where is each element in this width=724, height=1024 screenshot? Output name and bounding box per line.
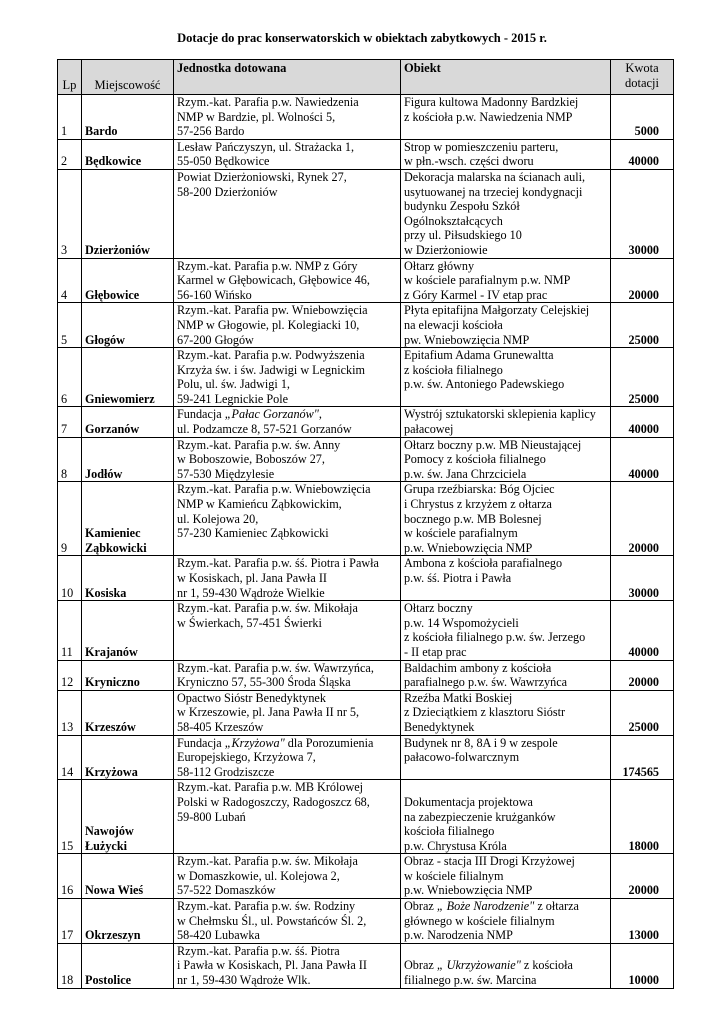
miejscowosc-line: Krzeszów [85, 719, 136, 734]
obiekt-line: Ołtarz boczny p.w. MB Nieustającej [404, 437, 582, 452]
miejscowosc-line: Nowa Wieś [85, 883, 144, 898]
jednostka-line: 56-160 Wińsko [177, 287, 252, 302]
obiekt-line: pałacowej [404, 422, 454, 437]
jednostka-line: w Domaszkowie, ul. Kolejowa 2, [177, 868, 340, 883]
jednostka-line: 58-420 Lubawka [177, 928, 260, 943]
cell-miejscowosc [82, 348, 174, 407]
obiekt-line: z kościoła filialnego p.w. św. Jerzego [404, 630, 586, 645]
jednostka-line: Polu, ul. św. Jadwigi 1, [177, 377, 290, 392]
obiekt-line: parafialnego p.w. św. Wawrzyńca [404, 675, 568, 690]
table-row [58, 780, 674, 854]
jednostka-line: Powiat Dzierżoniowski, Rynek 27, [177, 169, 347, 184]
cell-jednostka [174, 169, 401, 258]
miejscowosc-line: Gniewomierz [85, 391, 155, 406]
cell-kwota: 40000 [611, 437, 674, 482]
jednostka-line: Rzym.-kat. Parafia p.w. MB Królowej [177, 780, 364, 795]
header-miejscowosc: Miejscowość [82, 60, 174, 95]
obiekt-line-post: z ołtarza [534, 899, 579, 914]
cell-obiekt [401, 601, 611, 660]
cell-lp: 1 [58, 95, 82, 140]
jednostka-line [177, 736, 397, 751]
jednostka-line: w Świerkach, 57-451 Świerki [177, 615, 322, 630]
cell-jednostka [174, 348, 401, 407]
cell-obiekt [401, 407, 611, 437]
obiekt-line [404, 958, 607, 973]
jednostka-line: Rzym.-kat. Parafia p.w. św. Mikołaja [177, 601, 358, 616]
cell-miejscowosc [82, 690, 174, 735]
obiekt-line: głównego w kościele filialnym [404, 913, 555, 928]
obiekt-line [404, 899, 607, 914]
cell-jednostka [174, 407, 401, 437]
header-lp: Lp [58, 60, 82, 95]
table-row [58, 348, 674, 407]
obiekt-line: p.w. Wniebowzięcia NMP [404, 540, 533, 555]
table-row [58, 169, 674, 258]
obiekt-line: Płyta epitafijna Małgorzaty Celejskiej [404, 303, 590, 318]
obiekt-line: z kościoła filialnego [404, 362, 503, 377]
table-row [58, 943, 674, 988]
cell-kwota: 40000 [611, 407, 674, 437]
cell-jednostka [174, 735, 401, 780]
cell-lp: 15 [58, 780, 82, 854]
table-row [58, 258, 674, 303]
cell-obiekt [401, 303, 611, 348]
miejscowosc-line: Głogów [85, 332, 125, 347]
jednostka-line: 57-230 Kamieniec Ząbkowicki [177, 526, 329, 541]
jednostka-line: 57-530 Międzylesie [177, 466, 275, 481]
cell-miejscowosc [82, 258, 174, 303]
cell-kwota: 40000 [611, 601, 674, 660]
cell-kwota: 5000 [611, 95, 674, 140]
obiekt-line: budynku Zespołu Szkół [404, 199, 520, 214]
obiekt-line: w kościele parafialnym p.w. NMP [404, 273, 571, 288]
obiekt-line: Ołtarz główny [404, 258, 475, 273]
jednostka-line: i Pawła w Kosiskach, Pl. Jana Pawła II [177, 958, 367, 973]
cell-obiekt [401, 660, 611, 690]
cell-miejscowosc [82, 943, 174, 988]
miejscowosc-line: Kosiska [85, 585, 127, 600]
jednostka-line-pre: Fundacja [177, 735, 225, 750]
cell-jednostka [174, 854, 401, 899]
obiekt-line: Benedyktynek [404, 719, 475, 734]
obiekt-line: bocznego p.w. MB Bolesnej [404, 511, 542, 526]
cell-lp: 9 [58, 482, 82, 556]
obiekt-line: Baldachim ambony z kościoła [404, 660, 552, 675]
jednostka-line: 59-800 Lubań [177, 809, 246, 824]
obiekt-line: p.w. 14 Wspomożycieli [404, 615, 519, 630]
cell-kwota: 30000 [611, 169, 674, 258]
cell-lp: 8 [58, 437, 82, 482]
cell-obiekt [401, 139, 611, 169]
cell-miejscowosc [82, 780, 174, 854]
jednostka-line: ul. Podzamcze 8, 57-521 Gorzanów [177, 422, 352, 437]
table-body [58, 95, 674, 989]
obiekt-line: Grupa rzeźbiarska: Bóg Ojciec [404, 482, 555, 497]
jednostka-line: Opactwo Sióstr Benedyktynek [177, 690, 326, 705]
cell-kwota: 20000 [611, 660, 674, 690]
cell-jednostka [174, 139, 401, 169]
cell-obiekt [401, 690, 611, 735]
jednostka-line: 58-405 Krzeszów [177, 719, 264, 734]
cell-kwota: 10000 [611, 943, 674, 988]
table-row [58, 899, 674, 944]
miejscowosc-line: Okrzeszyn [85, 928, 141, 943]
table-row [58, 139, 674, 169]
cell-kwota: 174565 [611, 735, 674, 780]
jednostka-line: Krzyża św. i św. Jadwigi w Legnickim [177, 362, 365, 377]
header-kwota-line2: dotacji [624, 75, 659, 90]
miejscowosc-line: Krzyżowa [85, 764, 138, 779]
cell-jednostka [174, 943, 401, 988]
obiekt-line: pw. Wniebowzięcia NMP [404, 332, 530, 347]
cell-jednostka [174, 660, 401, 690]
obiekt-line: pałacowo-folwarcznym [404, 750, 520, 765]
cell-kwota: 20000 [611, 258, 674, 303]
obiekt-line: Pomocy z kościoła filialnego [404, 452, 546, 467]
cell-jednostka [174, 899, 401, 944]
obiekt-line: - II etap prac [404, 644, 467, 659]
obiekt-line: Ogólnokształcących [404, 213, 503, 228]
obiekt-line: Ołtarz boczny [404, 601, 473, 616]
obiekt-line: p.w. Narodzenia NMP [404, 928, 513, 943]
obiekt-line: p.w. Wniebowzięcia NMP [404, 883, 533, 898]
cell-miejscowosc [82, 899, 174, 944]
jednostka-line: 59-241 Legnickie Pole [177, 391, 289, 406]
cell-kwota: 40000 [611, 139, 674, 169]
cell-jednostka [174, 482, 401, 556]
obiekt-line: Wystrój sztukatorski sklepienia kaplicy [404, 407, 596, 422]
obiekt-line: usytuowanej na trzeciej kondygnacji [404, 184, 583, 199]
cell-jednostka [174, 780, 401, 854]
jednostka-line: Polski w Radogoszczy, Radogoszcz 68, [177, 794, 370, 809]
obiekt-line: z Góry Karmel - IV etap prac [404, 287, 548, 302]
jednostka-line: Rzym.-kat. Parafia p.w. śś. Piotra [177, 943, 340, 958]
cell-lp: 4 [58, 258, 82, 303]
jednostka-line: w Chełmsku Śl., ul. Powstańców Śl. 2, [177, 913, 367, 928]
cell-lp: 16 [58, 854, 82, 899]
table-row [58, 601, 674, 660]
jednostka-line: Kryniczno 57, 55-300 Środa Śląska [177, 675, 351, 690]
miejscowosc-line: Będkowice [85, 154, 142, 169]
cell-kwota: 25000 [611, 303, 674, 348]
obiekt-line: i Chrystus z krzyżem z ołtarza [404, 497, 552, 512]
table-row [58, 556, 674, 601]
jednostka-line: ul. Kolejowa 20, [177, 511, 259, 526]
table-header-row [58, 60, 674, 95]
miejscowosc-line: Ząbkowicki [85, 540, 147, 555]
cell-obiekt [401, 735, 611, 780]
cell-miejscowosc [82, 437, 174, 482]
table-row [58, 95, 674, 140]
obiekt-line: Figura kultowa Madonny Bardzkiej [404, 95, 579, 109]
obiekt-line: w Dzierżoniowie [404, 242, 488, 257]
jednostka-line: Rzym.-kat. Parafia pw. Wniebowzięcia [177, 303, 368, 318]
cell-obiekt [401, 854, 611, 899]
obiekt-line: w płn.-wsch. części dworu [404, 154, 534, 169]
jednostka-line: Rzym.-kat. Parafia p.w. św. Wawrzyńca, [177, 660, 374, 675]
cell-miejscowosc [82, 303, 174, 348]
jednostka-line: 57-256 Bardo [177, 124, 245, 139]
jednostka-line: Rzym.-kat. Parafia p.w. św. Rodziny [177, 899, 356, 914]
cell-lp: 17 [58, 899, 82, 944]
cell-jednostka [174, 601, 401, 660]
obiekt-line: Obraz - stacja III Drogi Krzyżowej [404, 854, 575, 869]
table-row [58, 482, 674, 556]
miejscowosc-line: Dzierżoniów [85, 242, 150, 257]
obiekt-line: w kościele parafialnym [404, 526, 518, 541]
cell-lp: 18 [58, 943, 82, 988]
jednostka-line: 57-522 Domaszków [177, 883, 276, 898]
obiekt-line-pre: Obraz [404, 958, 437, 973]
cell-jednostka [174, 95, 401, 140]
cell-obiekt [401, 943, 611, 988]
obiekt-line: na zabezpieczenie krużganków [404, 809, 556, 824]
obiekt-line [404, 780, 607, 795]
cell-lp: 6 [58, 348, 82, 407]
miejscowosc-line: Kamieniec [85, 526, 141, 541]
obiekt-line: Dekoracja malarska na ścianach auli, [404, 169, 586, 184]
cell-kwota: 13000 [611, 899, 674, 944]
jednostka-line: w Boboszowie, Boboszów 27, [177, 452, 325, 467]
cell-jednostka [174, 258, 401, 303]
table-row [58, 437, 674, 482]
cell-lp: 14 [58, 735, 82, 780]
cell-miejscowosc [82, 95, 174, 140]
table-row [58, 690, 674, 735]
cell-obiekt [401, 258, 611, 303]
jednostka-line: Lesław Pańczyszyn, ul. Strażacka 1, [177, 139, 354, 154]
obiekt-line-italic: „ Ukrzyżowanie" [436, 958, 521, 973]
table-row [58, 303, 674, 348]
cell-obiekt [401, 169, 611, 258]
obiekt-line: p.w. Chrystusa Króla [404, 838, 507, 853]
jednostka-line-post: dla Porozumienia [284, 735, 374, 750]
cell-obiekt [401, 780, 611, 854]
cell-kwota: 20000 [611, 482, 674, 556]
obiekt-line: p.w. śś. Piotra i Pawła [404, 571, 512, 585]
jednostka-line: nr 1, 59-430 Wądroże Wlk. [177, 973, 311, 988]
obiekt-line: z Dzieciątkiem z klasztoru Sióstr [404, 705, 566, 720]
cell-miejscowosc [82, 482, 174, 556]
jednostka-line: 67-200 Głogów [177, 332, 254, 347]
jednostka-line: Rzym.-kat. Parafia p.w. św. Mikołaja [177, 854, 358, 869]
obiekt-line: p.w. św. Jana Chrzciciela [404, 466, 527, 481]
jednostka-line-pre: Fundacja [177, 407, 225, 422]
jednostka-line-post: , [318, 407, 322, 422]
miejscowosc-line: Łużycki [85, 838, 127, 853]
cell-kwota: 20000 [611, 854, 674, 899]
cell-miejscowosc [82, 854, 174, 899]
obiekt-line: filialnego p.w. św. Marcina [404, 973, 537, 988]
cell-miejscowosc [82, 660, 174, 690]
obiekt-line: Ambona z kościoła parafialnego [404, 556, 563, 571]
obiekt-line: Rzeźba Matki Boskiej [404, 690, 513, 705]
jednostka-line: Rzym.-kat. Parafia p.w. św. Anny [177, 437, 341, 452]
miejscowosc-line: Postolice [85, 973, 132, 988]
jednostka-line: w Krzeszowie, pl. Jana Pawła II nr 5, [177, 705, 360, 720]
header-jednostka: Jednostka dotowana [174, 60, 401, 95]
miejscowosc-line: Jodłów [85, 466, 123, 481]
cell-obiekt [401, 899, 611, 944]
obiekt-line: kościoła filialnego [404, 824, 495, 839]
cell-lp: 2 [58, 139, 82, 169]
cell-lp: 7 [58, 407, 82, 437]
obiekt-line: p.w. św. Antoniego Padewskiego [404, 377, 565, 392]
obiekt-spacer [404, 944, 607, 959]
obiekt-line: przy ul. Piłsudskiego 10 [404, 228, 522, 243]
obiekt-line: Dokumentacja projektowa [404, 794, 533, 809]
miejscowosc-line: Krajanów [85, 644, 138, 659]
jednostka-line: Rzym.-kat. Parafia p.w. śś. Piotra i Pawła [177, 556, 379, 571]
obiekt-line: Strop w pomieszczeniu parteru, [404, 139, 559, 154]
cell-obiekt [401, 95, 611, 140]
cell-jednostka [174, 690, 401, 735]
cell-miejscowosc [82, 407, 174, 437]
cell-lp: 11 [58, 601, 82, 660]
cell-lp: 5 [58, 303, 82, 348]
obiekt-line: w kościele filialnym [404, 868, 504, 883]
obiekt-line: z kościoła p.w. Nawiedzenia NMP [404, 109, 573, 124]
jednostka-line: 58-112 Grodziszcze [177, 764, 275, 779]
jednostka-line: Rzym.-kat. Parafia p.w. Wniebowzięcia [177, 482, 371, 497]
jednostka-line: NMP w Bardzie, pl. Wolności 5, [177, 109, 336, 124]
jednostka-line: Rzym.-kat. Parafia p.w. NMP z Góry [177, 258, 358, 273]
obiekt-line: Epitafium Adama Grunewaltta [404, 348, 554, 363]
cell-miejscowosc [82, 139, 174, 169]
cell-kwota: 25000 [611, 690, 674, 735]
subsidies-table [57, 59, 674, 989]
obiekt-line-post: z kościoła [520, 958, 573, 973]
jednostka-line: NMP w Kamieńcu Ząbkowickim, [177, 497, 342, 512]
jednostka-line: NMP w Głogowie, pl. Kolegiacki 10, [177, 317, 360, 332]
cell-lp: 3 [58, 169, 82, 258]
cell-miejscowosc [82, 601, 174, 660]
jednostka-line: w Kosiskach, pl. Jana Pawła II [177, 571, 327, 585]
miejscowosc-line: Głębowice [85, 287, 140, 302]
cell-jednostka [174, 556, 401, 601]
cell-miejscowosc [82, 735, 174, 780]
cell-kwota: 18000 [611, 780, 674, 854]
cell-obiekt [401, 437, 611, 482]
jednostka-line: Karmel w Głębowicach, Głębowice 46, [177, 273, 370, 288]
jednostka-line: Rzym.-kat. Parafia p.w. Nawiedzenia [177, 95, 359, 109]
miejscowosc-line: Gorzanów [85, 422, 140, 437]
table-row [58, 407, 674, 437]
header-obiekt: Obiekt [401, 60, 611, 95]
miejscowosc-line: Nawojów [85, 824, 134, 839]
cell-kwota: 25000 [611, 348, 674, 407]
cell-jednostka [174, 303, 401, 348]
header-kwota [611, 60, 674, 95]
obiekt-line-pre: Obraz [404, 899, 437, 914]
jednostka-line-italic: „Pałac Gorzanów" [224, 407, 319, 422]
jednostka-line: 58-200 Dzierżoniów [177, 184, 278, 199]
cell-lp: 10 [58, 556, 82, 601]
obiekt-line: Budynek nr 8, 8A i 9 w zespole [404, 735, 558, 750]
jednostka-line-italic: „Krzyżowa" [224, 735, 285, 750]
cell-miejscowosc [82, 556, 174, 601]
cell-lp: 12 [58, 660, 82, 690]
jednostka-line [177, 407, 397, 422]
table-row [58, 660, 674, 690]
miejscowosc-line: Bardo [85, 124, 118, 139]
jednostka-line: Rzym.-kat. Parafia p.w. Podwyższenia [177, 348, 365, 363]
cell-miejscowosc [82, 169, 174, 258]
header-kwota-line1: Kwota [625, 61, 659, 75]
miejscowosc-line: Kryniczno [85, 675, 140, 690]
document-title: Dotacje do prac konserwatorskich w obiektach zabytkowych - 2015 r. [177, 31, 547, 45]
cell-lp: 13 [58, 690, 82, 735]
cell-kwota: 30000 [611, 556, 674, 601]
cell-obiekt [401, 348, 611, 407]
table-row [58, 735, 674, 780]
obiekt-line-italic: „ Boże Narodzenie" [436, 899, 535, 914]
obiekt-line: na elewacji kościoła [404, 317, 503, 332]
jednostka-line: nr 1, 59-430 Wądroże Wielkie [177, 585, 325, 600]
cell-obiekt [401, 556, 611, 601]
cell-obiekt [401, 482, 611, 556]
jednostka-line: 55-050 Będkowice [177, 154, 270, 169]
table-row [58, 854, 674, 899]
cell-jednostka [174, 437, 401, 482]
jednostka-line: Europejskiego, Krzyżowa 7, [177, 750, 316, 765]
